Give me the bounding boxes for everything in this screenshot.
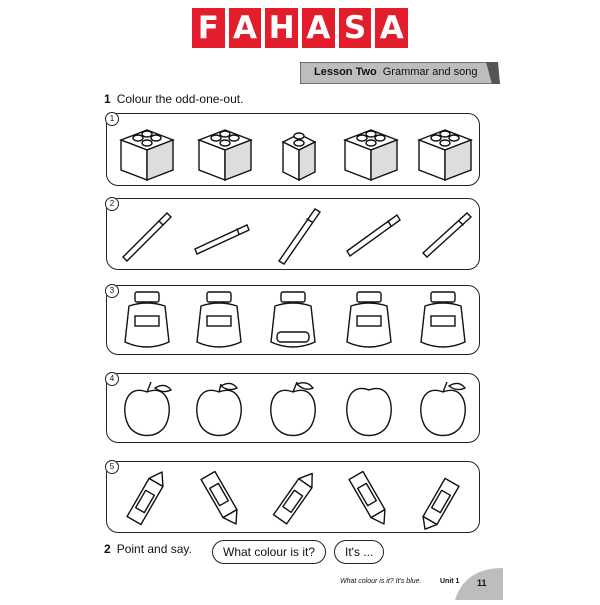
- page-number: 11: [477, 578, 487, 588]
- lesson-topic: Grammar and song: [382, 66, 478, 78]
- apple-icon: [271, 382, 315, 436]
- row-number: 3: [105, 284, 119, 298]
- block-icon: [199, 130, 251, 180]
- row-number: 4: [105, 372, 119, 386]
- lesson-header: [300, 62, 500, 84]
- logo-letter: A: [229, 8, 262, 48]
- crayon-icon: [418, 478, 459, 533]
- bat-icon: [279, 209, 320, 264]
- speech-bubble-question: What colour is it?: [212, 540, 326, 564]
- row-number: 2: [105, 197, 119, 211]
- row-number: 5: [105, 460, 119, 474]
- row-blocks: [106, 113, 480, 186]
- exercise-instruction: Colour the odd-one-out.: [116, 92, 244, 106]
- crayons-drawing: [107, 462, 481, 534]
- row-apples: [106, 373, 480, 443]
- lesson-label: Lesson Two: [314, 66, 377, 78]
- crayon-icon: [127, 468, 169, 524]
- bat-icon: [423, 213, 471, 257]
- block-icon: [121, 130, 173, 180]
- logo-letter: F: [192, 8, 225, 48]
- apple-icon: [197, 383, 241, 435]
- logo-letter: S: [339, 8, 372, 48]
- bats-drawing: [107, 199, 481, 271]
- speech-bubble-answer: It's ...: [334, 540, 384, 564]
- row-bats: [106, 198, 480, 270]
- exercise-1-title: [104, 92, 243, 106]
- crayon-icon: [274, 469, 319, 524]
- block-icon-odd: [283, 133, 315, 180]
- jar-icon: [421, 292, 465, 347]
- exercise-instruction: Point and say.: [116, 542, 192, 556]
- jar-icon-odd: [271, 292, 315, 347]
- jar-icon: [125, 292, 169, 347]
- footer-sentence: What colour is it? It's blue.: [340, 578, 422, 585]
- bat-icon: [123, 213, 171, 261]
- apples-drawing: [107, 374, 481, 444]
- fahasa-logo: [192, 8, 408, 48]
- block-icon: [419, 130, 471, 180]
- row-crayons: [106, 461, 480, 533]
- page-number-tab: [455, 568, 503, 600]
- lesson-title: [314, 66, 478, 78]
- apple-icon: [421, 382, 465, 436]
- row-jars: [106, 285, 480, 355]
- bat-icon: [347, 215, 400, 256]
- jar-icon: [197, 292, 241, 347]
- apple-icon: [125, 382, 171, 436]
- exercise-number: 1: [104, 92, 111, 106]
- jars-drawing: [107, 286, 481, 356]
- blocks-drawing: [107, 114, 481, 187]
- logo-letter: A: [302, 8, 335, 48]
- row-number: 1: [105, 112, 119, 126]
- crayon-icon: [349, 471, 391, 527]
- footer-unit: Unit 1: [440, 578, 460, 585]
- apple-icon-odd: [347, 388, 391, 435]
- logo-letter: A: [375, 8, 408, 48]
- jar-icon: [347, 292, 391, 347]
- logo-letter: H: [265, 8, 298, 48]
- bat-icon: [195, 225, 249, 254]
- block-icon: [345, 130, 397, 180]
- exercise-2-title: [104, 542, 192, 556]
- crayon-icon: [201, 471, 243, 527]
- exercise-number: 2: [104, 542, 111, 556]
